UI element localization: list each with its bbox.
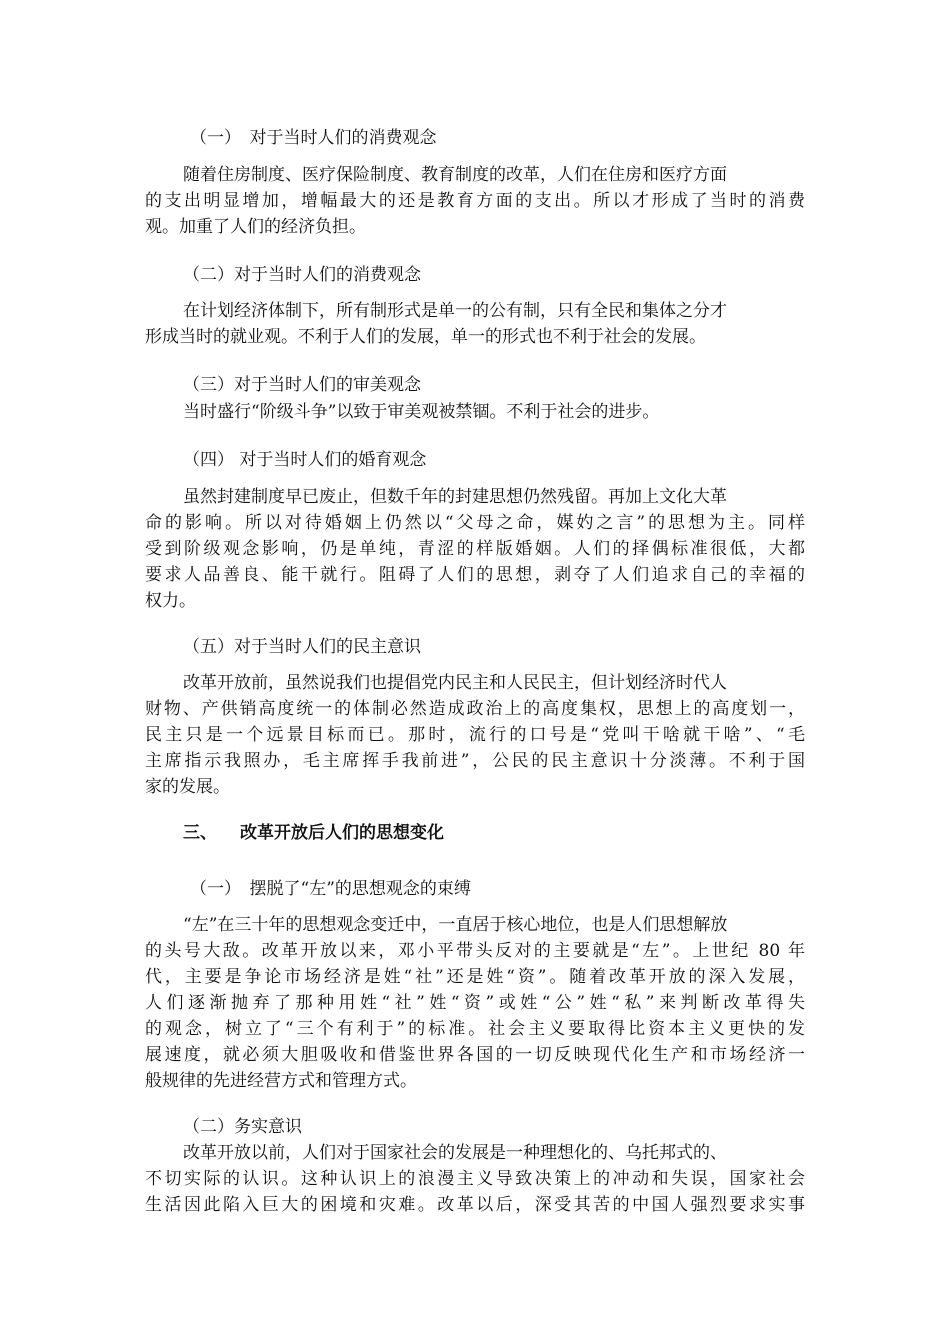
paragraph-line: 代，主要是争论市场经济是姓“社”还是姓“资”。随着改革开放的深入发展， (145, 967, 805, 987)
paragraph-line: 的支出明显增加，增幅最大的还是教育方面的支出。所以才形成了当时的消费 (145, 191, 805, 211)
section-heading: （四） 对于当时人们的婚育观念 (183, 450, 427, 470)
section-heading: （三）对于当时人们的审美观念 (183, 375, 421, 395)
paragraph-line: 家的发展。 (145, 777, 230, 797)
paragraph-line: 改革开放以前，人们对于国家社会的发展是一种理想化的、乌托邦式的、 (183, 1143, 727, 1163)
paragraph-line: 的观念，树立了“三个有利于”的标准。社会主义要取得比资本主义更快的发 (145, 1019, 805, 1039)
paragraph-line: 形成当时的就业观。不利于人们的发展，单一的形式也不利于社会的发展。 (145, 327, 706, 347)
section-heading: （一） 对于当时人们的消费观念 (190, 128, 437, 148)
paragraph-line: 随着住房制度、医疗保险制度、教育制度的改革，人们在住房和医疗方面 (183, 165, 727, 185)
paragraph-line: 命的影响。所以对待婚姻上仍然以“父母之命，媒妁之言”的思想为主。同样 (145, 513, 805, 533)
paragraph-line: 观。加重了人们的经济负担。 (145, 217, 366, 237)
paragraph-line: 权力。 (145, 591, 196, 611)
paragraph-line: 生活因此陷入巨大的困境和灾难。改革以后，深受其苦的中国人强烈要求实事 (145, 1195, 805, 1215)
paragraph-line: 财物、产供销高度统一的体制必然造成政治上的高度集权，思想上的高度划一， (145, 699, 805, 719)
section-heading: （一） 摆脱了“左”的思想观念的束缚 (190, 879, 471, 899)
chapter-title: 改革开放后人们的思想变化 (240, 823, 444, 843)
paragraph-line: 受到阶级观念影响，仍是单纯，青涩的样版婚姻。人们的择偶标准很低，大都 (145, 539, 805, 559)
paragraph-line: 当时盛行“阶级斗争”以致于审美观被禁锢。不利于社会的进步。 (183, 402, 660, 422)
paragraph-line: 的头号大敌。改革开放以来，邓小平带头反对的主要就是“左”。上世纪 80 年 (145, 941, 805, 961)
paragraph-line: 民主只是一个远景目标而已。那时，流行的口号是“党叫干啥就干啥”、“毛 (145, 725, 805, 745)
paragraph-line: 不切实际的认识。这种认识上的浪漫主义导致决策上的冲动和失误，国家社会 (145, 1169, 805, 1189)
section-heading: （二）对于当时人们的消费观念 (183, 265, 421, 285)
paragraph-line: “左”在三十年的思想观念变迁中，一直居于核心地位，也是人们思想解放 (183, 915, 728, 935)
paragraph-line: 人们逐渐抛弃了那种用姓“社”姓“资”或姓“公”姓“私”来判断改革得失 (145, 993, 805, 1013)
paragraph-line: 虽然封建制度早已废止，但数千年的封建思想仍然残留。再加上文化大革 (183, 487, 727, 507)
paragraph-line: 在计划经济体制下，所有制形式是单一的公有制，只有全民和集体之分才 (183, 301, 727, 321)
paragraph-line: 展速度，就必须大胆吸收和借鉴世界各国的一切反映现代化生产和市场经济一 (145, 1045, 805, 1065)
paragraph-line: 主席指示我照办，毛主席挥手我前进”，公民的民主意识十分淡薄。不利于国 (145, 751, 805, 771)
paragraph-line: 般规律的先进经营方式和管理方式。 (145, 1071, 417, 1091)
paragraph-line: 要求人品善良、能干就行。阻碍了人们的思想，剥夺了人们追求自己的幸福的 (145, 565, 805, 585)
chapter-number: 三、 (183, 823, 217, 843)
paragraph-line: 改革开放前，虽然说我们也提倡党内民主和人民民主，但计划经济时代人 (183, 673, 727, 693)
section-heading: （五）对于当时人们的民主意识 (183, 637, 421, 657)
section-heading: （二）务实意识 (183, 1117, 302, 1137)
